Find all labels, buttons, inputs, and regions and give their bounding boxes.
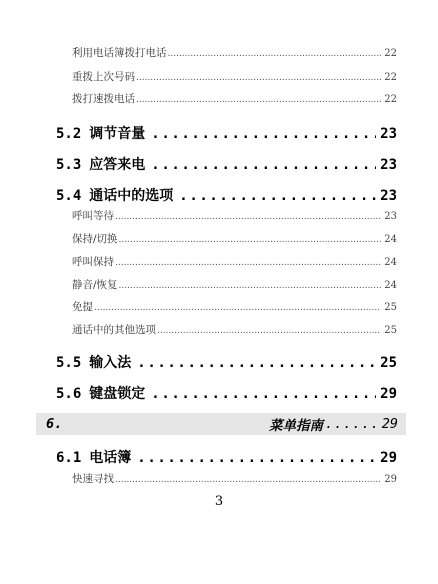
dot-leader [168,49,382,59]
dot-leader [119,235,382,245]
toc-entry-label: 静音/恢复 [72,279,118,291]
toc-page-number: 24 [384,280,397,291]
toc-section-5-6[interactable] [0,383,438,405]
page-footer-number: 3 [214,494,224,509]
dot-leader [115,258,381,268]
toc-page-number: 23 [380,188,397,204]
dot-leader [179,188,376,204]
toc-page-number: 22 [384,94,397,105]
toc-page-number: 29 [380,450,397,466]
dot-leader [151,126,376,142]
section-label: 通话中的选项 [89,188,174,204]
section-number: 5.3 [56,157,82,173]
toc-section-5-2[interactable] [0,123,438,145]
toc-entry[interactable] [0,299,438,319]
toc-entry-label: 利用电话簿拨打电话 [72,47,167,59]
toc-page-number: 23 [380,126,397,142]
dot-leader [115,475,381,485]
section-number: 5.5 [56,355,82,371]
dot-leader [136,73,381,83]
section-label: 应答来电 [89,157,146,173]
toc-entry[interactable] [0,254,438,274]
dot-leader [137,450,376,466]
toc-entry-label: 保持/切换 [72,233,118,245]
toc-section-5-5[interactable] [0,352,438,374]
section-number: 5.4 [56,188,82,204]
section-label: 输入法 [89,355,132,371]
toc-entry-label: 重拨上次号码 [72,71,135,83]
toc-page-number: 23 [384,211,397,222]
dot-leader [151,157,376,173]
section-number: 6.1 [56,450,82,466]
toc-entry-label: 快速寻找 [72,473,114,485]
toc-entry[interactable] [0,91,438,111]
toc-page-number: 29 [380,386,397,402]
toc-page-number: 22 [384,48,397,59]
toc-entry[interactable] [0,69,438,89]
toc-page-number: 22 [384,72,397,83]
dot-leader [115,212,381,222]
section-label: 键盘锁定 [89,386,146,402]
dot-leader [151,386,376,402]
toc-section-5-3[interactable] [0,154,438,176]
toc-entry-label: 免提 [72,301,93,313]
section-label: 调节音量 [89,126,146,142]
toc-entry[interactable] [0,231,438,251]
toc-entry[interactable] [0,208,438,228]
toc-page-number: 24 [384,234,397,245]
toc-entry[interactable] [0,471,438,491]
toc-page-number: 25 [380,355,397,371]
chapter-number: 6. [46,416,63,432]
toc-entry[interactable] [0,322,438,342]
toc-entry[interactable] [0,45,438,65]
toc-page-number: 23 [380,157,397,173]
dot-leader: ...... [324,416,380,432]
dot-leader [136,95,381,105]
toc-entry-label: 拨打速拨电话 [72,93,135,105]
chapter-title: 菜单指南 [268,418,323,434]
section-number: 5.2 [56,126,82,142]
toc-page-number: 25 [384,302,397,313]
toc-page-number: 29 [381,416,398,432]
dot-leader [137,355,376,371]
toc-section-6-1[interactable] [0,447,438,469]
dot-leader [119,281,382,291]
toc-section-5-4[interactable] [0,185,438,207]
toc-page-number: 24 [384,257,397,268]
toc-entry-label: 通话中的其他选项 [72,324,156,336]
toc-page-number: 29 [384,474,397,485]
toc-entry[interactable] [0,277,438,297]
toc-entry-label: 呼叫等待 [72,210,114,222]
section-number: 5.6 [56,386,82,402]
section-label: 电话簿 [89,450,132,466]
toc-entry-label: 呼叫保持 [72,256,114,268]
dot-leader [94,303,381,313]
toc-page-number: 25 [384,325,397,336]
dot-leader [157,326,381,336]
toc-chapter-6[interactable] [36,413,406,435]
